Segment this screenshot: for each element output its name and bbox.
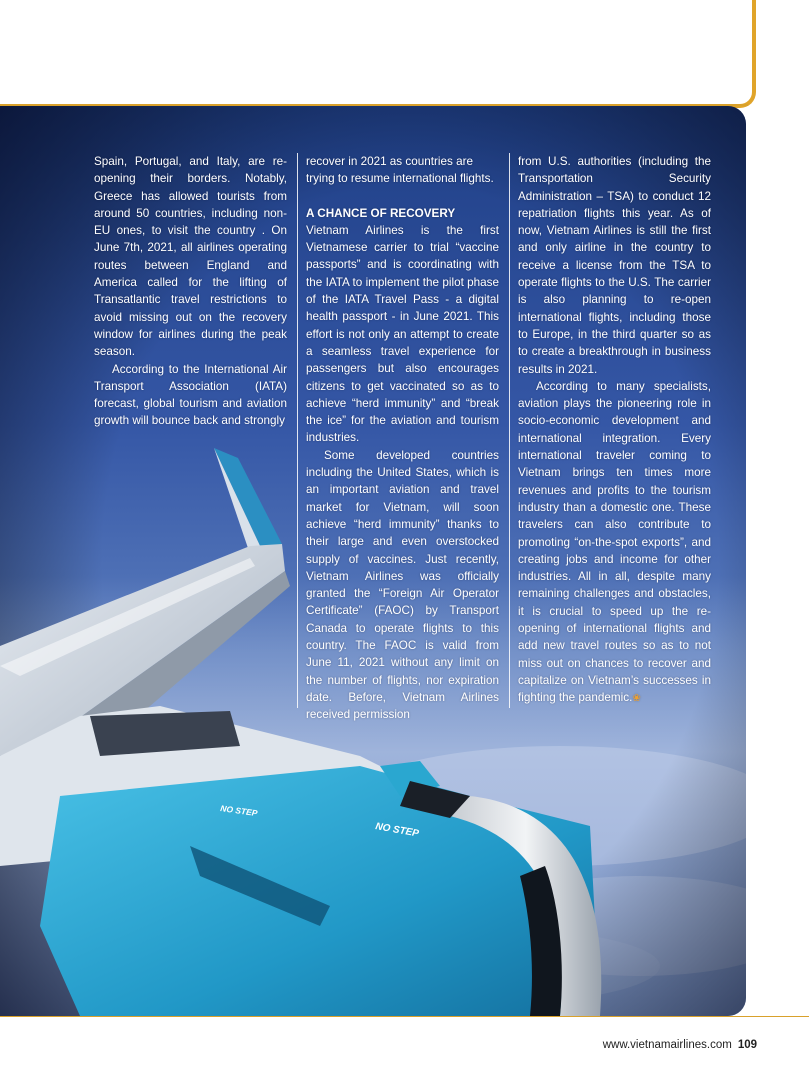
- gold-corner-bracket: [700, 0, 756, 108]
- article-column-3: [518, 153, 711, 708]
- column-divider-2: [509, 153, 510, 708]
- column3-paragraph-2-text: According to many specialists, aviation plays the pioneering role in socio-economic development and international integration. Every international traveler coming to Vietnam brings ten times more revenues and profits to the tourism industry than a domestic one. These travelers can also contribute to promoting “on-the-spot exports”, and creating jobs and income for other industries. All in all, despite many remaining challenges and obstacles, it is crucial to speed up the re-opening of international flights and add new travel routes so as to not miss out on chances to recover and capitalize on Vietnam’s successes in fighting the pandemic.: [518, 379, 711, 705]
- column2-paragraph-3: Some developed countries including the United States, which is an important aviation and travel market for Vietnam, will soon achieve “herd immunity” thanks to their large and even overstocked supply of vaccines. Just recently, Vietnam Airlines was officially granted the “Foreign Air Operator Certificate” (FAOC) by Transport Canada to operate flights to this country. The FAOC is valid from June 11, 2021 without any limit on the number of flights, nor expiration date. Before, Vietnam Airlines received permission: [306, 448, 499, 722]
- page-footer: [560, 1039, 757, 1051]
- engine-label-1: NO STEP: [219, 803, 259, 819]
- column-divider-1: [297, 153, 298, 708]
- article-column-2: [306, 153, 499, 724]
- column2-paragraph-2: Vietnam Airlines is the first Vietnamese carrier to trial “vaccine passports” and is coordinating with the IATA to implement the pilot phase of the IATA Travel Pass - a digital health passport - in June 2021. This effort is not only an attempt to create a seamless travel experience for passengers but also encourages citizens to get vaccinated so as to achieve “herd immunity” and “break the ice” for the aviation and tourism industries.: [306, 223, 499, 445]
- column1-paragraph-1: Spain, Portugal, and Italy, are re-opening their borders. Notably, Greece has allowed tourists from around 50 countries, including non-EU ones, to visit the country . On June 7th, 2021, all airlines operating routes between England and America called for the lifting of Transatlantic travel restrictions to avoid missing out on the recovery window for airlines during the peak season.: [94, 155, 287, 359]
- column3-paragraph-2: [518, 378, 711, 708]
- section-heading: A CHANCE OF RECOVERY: [306, 206, 456, 220]
- column1-paragraph-2: According to the International Air Transport Association (IATA) forecast, global tourism and aviation growth will bounce back and strongly: [94, 362, 287, 428]
- column2-paragraph-1: recover in 2021 as countries are trying to resume international flights.: [306, 155, 494, 186]
- lotus-end-mark-icon: ❀: [632, 693, 641, 705]
- bottom-gold-rule: [0, 1016, 809, 1017]
- engine-label-2: NO STEP: [374, 821, 420, 840]
- column3-paragraph-1: from U.S. authorities (including the Transportation Security Administration – TSA) to conduct 12 repatriation flights this year. As of now, Vietnam Airlines is still the first and only airline in the country to receive a license from the TSA to operate flights to the U.S. The carrier is also planning to re-open international flights, including those to Europe, in the third quarter so as to create a breakthrough in business results in 2021.: [518, 155, 711, 376]
- article-column-1: [94, 153, 287, 430]
- page-number: 109: [737, 1039, 757, 1051]
- footer-url: www.vietnamairlines.com: [602, 1039, 732, 1051]
